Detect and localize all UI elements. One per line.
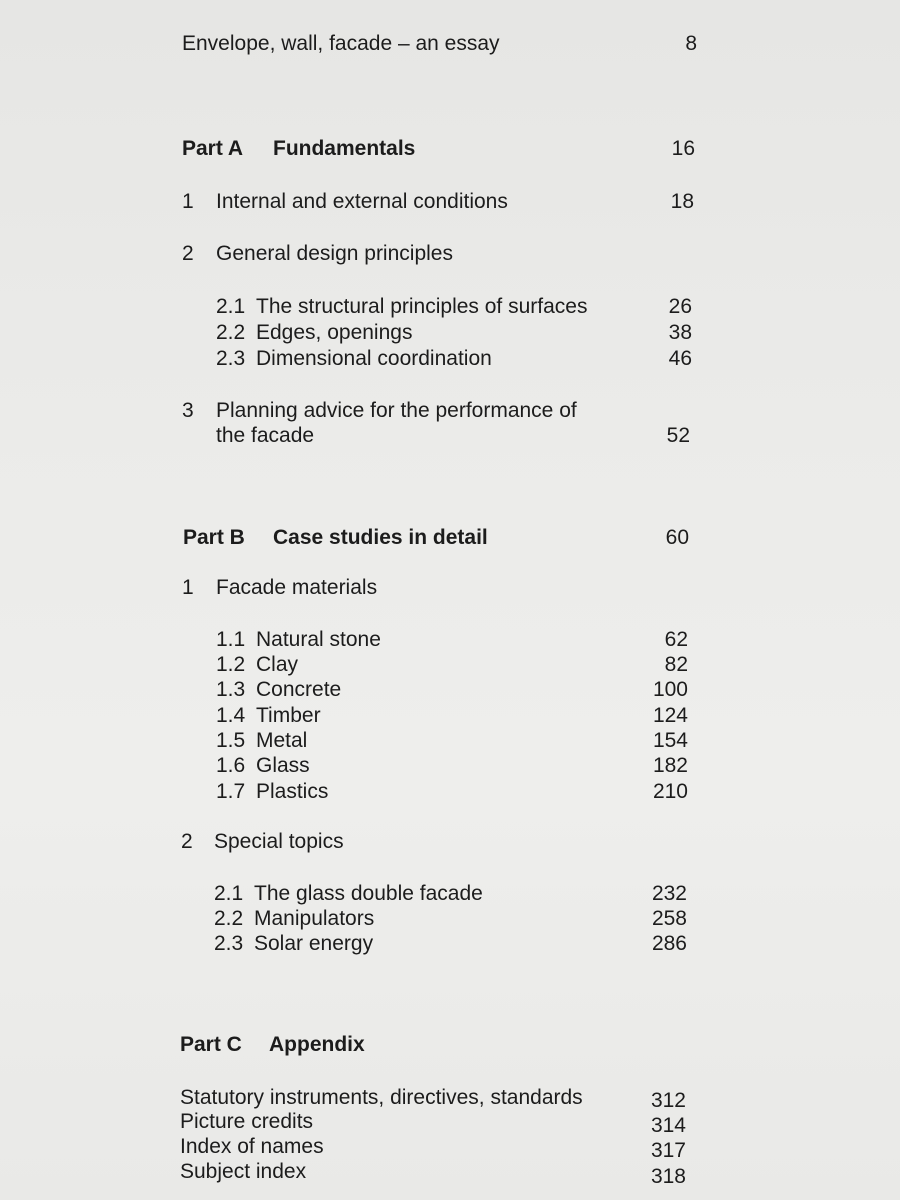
subsection-number: 2.2 — [214, 907, 244, 930]
chapter-number: 1 — [182, 190, 194, 213]
part-a-title: Fundamentals — [273, 137, 416, 160]
subsection-title: Edges, openings — [256, 321, 413, 344]
part-a-label: Part A — [182, 137, 244, 160]
chapter-title: General design principles — [216, 242, 453, 265]
subsection-page-number: 182 — [652, 754, 688, 777]
part-a-page-number: 16 — [671, 137, 695, 160]
subsection-title: Clay — [256, 653, 299, 676]
appendix-item-title: Subject index — [180, 1160, 307, 1183]
subsection-title: Manipulators — [254, 907, 375, 930]
subsection-title: Timber — [256, 704, 321, 727]
part-b-title: Case studies in detail — [273, 526, 488, 549]
subsection-title: The structural principles of surfaces — [256, 295, 588, 318]
subsection-title: Plastics — [256, 780, 329, 803]
subsection-number: 1.4 — [216, 704, 246, 727]
subsection-page-number: 124 — [652, 704, 688, 727]
subsection-number: 1.6 — [216, 754, 246, 777]
subsection-number: 2.1 — [214, 882, 244, 905]
subsection-number: 2.2 — [216, 321, 246, 344]
subsection-page-number: 232 — [651, 882, 687, 905]
subsection-title: Glass — [256, 754, 310, 777]
subsection-page-number: 26 — [668, 295, 692, 318]
subsection-number: 2.3 — [216, 347, 246, 370]
appendix-item-page-number: 312 — [650, 1089, 686, 1112]
subsection-page-number: 62 — [664, 628, 688, 651]
part-c-label: Part C — [180, 1033, 242, 1056]
subsection-number: 1.1 — [216, 628, 246, 651]
part-c-title: Appendix — [269, 1033, 365, 1056]
subsection-page-number: 286 — [651, 932, 687, 955]
subsection-title: Dimensional coordination — [256, 347, 492, 370]
subsection-number: 1.5 — [216, 729, 246, 752]
subsection-page-number: 38 — [668, 321, 692, 344]
chapter-number: 2 — [182, 242, 194, 265]
appendix-item-title: Picture credits — [180, 1110, 314, 1133]
subsection-number: 1.3 — [216, 678, 246, 701]
part-b-page-number: 60 — [665, 526, 689, 549]
chapter-page-number: 18 — [670, 190, 694, 213]
chapter-title: Internal and external conditions — [216, 190, 508, 213]
appendix-item-page-number: 314 — [650, 1114, 686, 1137]
chapter-number: 3 — [182, 399, 194, 422]
appendix-item-page-number: 318 — [650, 1165, 686, 1188]
subsection-page-number: 46 — [668, 347, 692, 370]
chapter-title: Facade materials — [216, 576, 378, 599]
subsection-number: 1.2 — [216, 653, 246, 676]
subsection-title: Metal — [256, 729, 308, 752]
part-b-label: Part B — [183, 526, 245, 549]
subsection-title: Concrete — [256, 678, 342, 701]
appendix-item-title: Index of names — [180, 1135, 324, 1158]
chapter-title-line-1: Planning advice for the performance of — [216, 399, 577, 422]
appendix-item-page-number: 317 — [650, 1139, 686, 1162]
toc-chapter-a3 — [182, 398, 690, 448]
subsection-page-number: 82 — [664, 653, 688, 676]
chapter-number: 2 — [181, 830, 193, 853]
subsection-page-number: 210 — [652, 780, 688, 803]
toc-page-number: 8 — [685, 32, 697, 55]
appendix-item-title: Statutory instruments, directives, standards — [180, 1086, 583, 1109]
toc-entry-title: Envelope, wall, facade – an essay — [182, 32, 500, 55]
subsection-page-number: 154 — [652, 729, 688, 752]
subsection-title: Natural stone — [256, 628, 381, 651]
subsection-number: 2.1 — [216, 295, 246, 318]
chapter-number: 1 — [182, 576, 194, 599]
subsection-page-number: 258 — [651, 907, 687, 930]
subsection-title: The glass double facade — [254, 882, 483, 905]
chapter-page-number: 52 — [666, 424, 690, 447]
chapter-title-line-2: the facade — [216, 424, 315, 447]
subsection-number: 1.7 — [216, 780, 246, 803]
subsection-page-number: 100 — [652, 678, 688, 701]
subsection-title: Solar energy — [254, 932, 374, 955]
subsection-number: 2.3 — [214, 932, 244, 955]
chapter-title: Special topics — [214, 830, 344, 853]
